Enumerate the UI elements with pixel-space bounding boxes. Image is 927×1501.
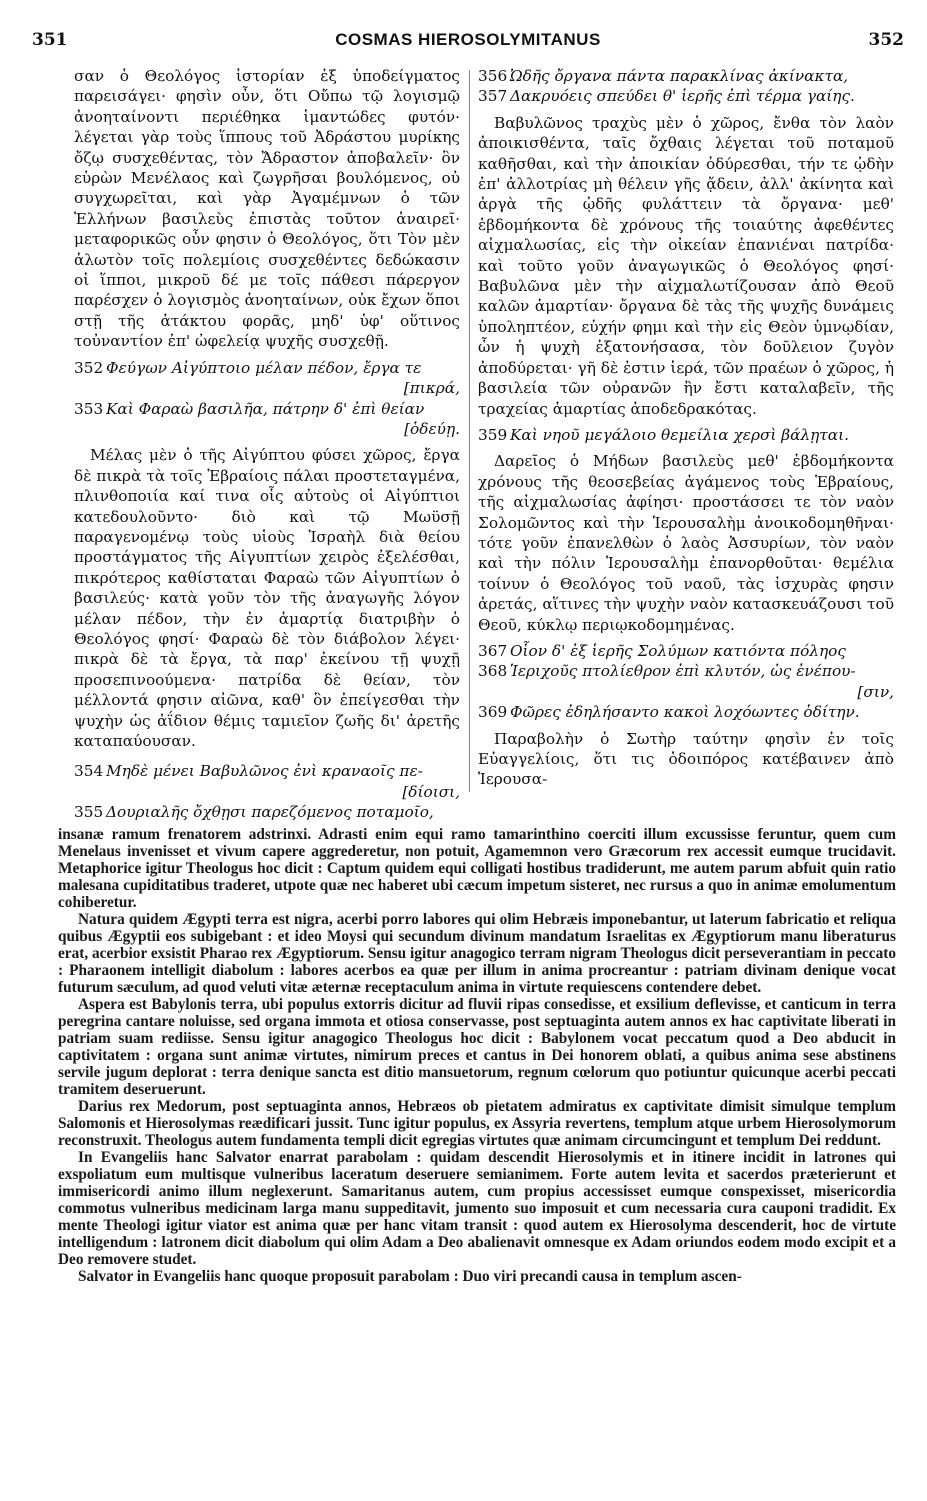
verse-number: 355 — [74, 803, 104, 822]
verse-352 — [74, 358, 460, 399]
latin-paragraph: Natura quidem Ægypti terra est nigra, acerbi porro labores qui olim Hebræis imponebantur, ut laterum fabricatio et reliqua quibus Ægyptii eos subigebant : et ideo Moysi qui secundum divinum mandatum Israelitas ex Ægyptiorum manu liberaturus erat, acerbior exsistit Pharao rex Ægyptiorum. Sensu igitur anagogico terram nigram Theologus dicit perseverantiam in peccato : Pharaonem intelligit diabolum : labores acerbos ea quæ per illum in anima procreantur : patriam divinam denique vocat futurum sæculum, ad quod veluti vitæ æternæ receptaculum anima in virtute requiescens contendere debet. — [58, 911, 896, 996]
verse-357 — [478, 86, 894, 106]
running-title: COSMAS HIEROSOLYMITANUS — [335, 30, 601, 49]
latin-paragraph: Salvator in Evangeliis hanc quoque proposuit parabolam : Duo viri precandi causa in templum ascen- — [78, 1268, 742, 1285]
verse-368 — [478, 661, 894, 702]
verse-number: 367 — [478, 641, 508, 660]
verse-text: Ὠδῆς ὄργανα πάντα παρακλίνας ἀκίνακτα, — [510, 67, 849, 85]
verse-number: 352 — [74, 358, 104, 377]
verse-text: Ἱεριχοῦς πτολίεθρον ἐπὶ κλυτόν, ὡς ἐνέπου- — [510, 662, 856, 681]
verse-number: 369 — [478, 703, 508, 722]
page-number-left: 351 — [32, 30, 68, 50]
greek-column-right — [478, 66, 894, 790]
verse-356 — [478, 66, 894, 86]
commentary-paragraph: Βαβυλῶνος τραχὺς μὲν ὁ χῶρος, ἔνθα τὸν λαὸν ἀποικισθέντα, ταῖς ὄχθαις λέγεται τοῦ ποταμοῦ καθῆσθαι, καὶ τὴν ἀποικίαν ὀδύρεσθαι, τήν τε ᾠδὴν ἐπ' ἀλλοτρίας μὴ θέλειν γῆς ᾄδειν, ἀλλ' ἀκίνητα καὶ ἀργὰ τῆς ᾠδῆς φυλάττειν τὰ ὄργανα· μεθ' ἑβδομήκοντα δὲ χρόνους τῆς τοιαύτης ἀφεθέντες αἰχμαλωσίας, εἰς τὴν οἰκείαν ἐπανιέναι πατρίδα· καὶ τοῦτο γοῦν ἀναγωγικῶς ὁ Θεολόγος φησί· Βαβυλῶνα μὲν τὴν αἰχμαλωτίζουσαν ἀπὸ Θεοῦ καλῶν ἁμαρτίαν· ὄργανα δὲ τὰς τῆς ψυχῆς δυνάμεις ὑποληπτέον, εὐχήν φημι καὶ τὴν εἰς Θεὸν ὑμνῳδίαν, ὧν ἡ ψυχὴ ἐξατονήσασα, τὸν δοῦλειον ζυγὸν ἀποδύρεται· γῆ δὲ ἐστιν ἱερά, τῶν πραέων ὁ χῶρος, ἡ βασιλεία τῶν οὐρανῶν ἣν ἔστι καταλαβεῖν, τῆς τραχείας ἁμαρτίας ἀποδεδρακότας. — [478, 113, 894, 418]
verse-continuation: [σιν, — [857, 682, 894, 701]
verse-text: Δακρυόεις σπεύδει θ' ἱερῆς ἐπὶ τέρμα γαίης. — [510, 87, 855, 106]
verse-369 — [478, 702, 894, 722]
verse-text: Φεύγων Αἰγύπτοιο μέλαν πέδον, ἔργα τε — [106, 358, 422, 377]
verse-continuation: [πικρά, — [403, 379, 460, 398]
verse-number: 357 — [478, 87, 508, 106]
verse-continuation: [ὁδεύῃ. — [404, 419, 460, 438]
verse-text: Καὶ νηοῦ μεγάλοιο θεμείλια χερσὶ βάλῃται. — [510, 425, 849, 444]
verse-number: 356 — [478, 67, 508, 85]
commentary-paragraph: Δαρεῖος ὁ Μήδων βασιλεὺς μεθ' ἑβδομήκοντα χρόνους τῆς θεοσεβείας ἀγάμενος τοὺς Ἑβραίους, τῆς αἰχμαλωσίας ἀφίησι· προστάσσει τε τὸν ναὸν Σολομῶντος καὶ τὴν Ἱερουσαλὴμ ἀνοικοδομηθῆναι· τότε γοῦν ἐπανελθὼν ὁ λαὸς Ἀσσυρίων, τὸν ναὸν καὶ τὴν πόλιν Ἱερουσαλὴμ ἐπανορθοῦται· θεμέλια τοίνυν ὁ Θεολόγος τοῦ ναοῦ, τὰς ἰσχυρὰς φησιν ἀρετάς, αἵτινες τὴν ψυχὴν ναὸν κατασκευάζουσι τοῦ Θεοῦ, κύκλῳ περιῳκοδομημένας. — [478, 452, 894, 634]
latin-paragraph: Aspera est Babylonis terra, ubi populus extorris dicitur ad fluvii ripas consedisse, et exsilium deflevisse, et canticum in terra peregrina cantare noluisse, sed organa immota et otiosa conservasse, post septuaginta autem annos ex hac captivitate liberati in patriam suam rediisse. Sensu igitur anagogico Theologus hoc dicit : Babylonem vocat peccatum quod a Deo abducit in captivitatem : organa sunt animæ virtutes, nimirum preces et cantus in Dei honorem oblati, a quibus anima sese abstinens servile jugum deplorat : terra denique sancta est ditio mansuetorum, regnum cœlorum quo potiuntur quicunque acerbi peccati tramitem deseruerunt. — [58, 996, 896, 1098]
verse-number: 359 — [478, 425, 508, 444]
latin-paragraph: In Evangeliis hanc Salvator enarrat parabolam : quidam descendit Hierosolymis et in itinere incidit in latrones qui exspoliatum eum multisque vulneribus laceratum deseruere semianimem. Forte autem levita et sacerdos præterierunt et immisericordi animo illum neglexerunt. Samaritanus autem, cum propius accessisset eumque conspexisset, misericordia commotus vulneribus medicinam larga manu suppeditavit, jumento suo imposuit et cum necessaria cura cauponi tradidit. Ex mente Theologi igitur viator est anima quæ per hanc vitam transit : quod autem ex Hierosolyma descenderit, hoc de virtute intelligendum : latronem dicit diabolum qui olim Adam a Deo abalienavit omnesque ex Adam oriundos eodem modo excipit et a Deo removere studet. — [58, 1149, 896, 1268]
latin-paragraph: insanæ ramum frenatorem adstrinxi. Adrasti enim equi ramo tamarinthino coerciti illum excussisse feruntur, quem cum Menelaus invenisset et vivum capere aggrederetur, non potuit, Agamemnon vero Græcorum rex accessit eumque trucidavit. Metaphorice igitur Theologus hoc dicit : Captum quidem equi colligati hostibus tradiderunt, me autem parum abfuit quin ratio malesana cupiditatibus traderet, utpote quæ nec haberet ubi cæcum impetum sisteret, nec rursus a quo in animæ emolumentum cohiberetur. — [58, 826, 896, 911]
verse-text: Μηδὲ μένει Βαβυλῶνος ἐνὶ κραναοῖς πε- — [106, 762, 423, 781]
commentary-paragraph: σαν ὁ Θεολόγος ἱστορίαν ἐξ ὑποδείγματος παρεισάγει· φησὶν οὖν, ὅτι Οὔπω τῷ λογισμῷ ἀνοηταίνοντι περιέθηκα ἱμαντώδες φυτόν· λέγεται γὰρ τοὺς ἵππους τοῦ Ἀδράστου μυρίκης ὄζῳ συσχεθέντας, τὸν Ἄδραστον ἀποβαλεῖν· ὃν εὑρὼν Μενέλαος καὶ ζωγρῆσαι βουλόμενος, οὐ συγχωρεῖται, καὶ γὰρ Ἀγαμέμνων ὁ τῶν Ἑλλήνων βασιλεὺς ἐπιστὰς τοῦτον ἀναιρεῖ· μεταφορικῶς οὖν φησιν ὁ Θεολόγος, ὅτι Τὸν μὲν ἁλωτὸν τοῖς πολεμίοις συσχεθέντες δεδώκασιν οἱ ἵπποι, μικροῦ δέ με τοῖς πάθεσι πάρεργον παρέσχεν ὁ λογισμὸς ἀνοηταίνων, οὐκ ἔχων ὅποι στῇ τῆς ἀτάκτου φορᾶς, μηδ' ὑφ' οὕτινος τοὐναντίον ἐπ' ὠφελείᾳ ψυχῆς συσχεθῇ. — [74, 67, 460, 351]
verse-number: 368 — [478, 662, 508, 681]
verse-354 — [74, 761, 460, 802]
verse-number: 353 — [74, 399, 104, 418]
page-number-right: 352 — [868, 30, 904, 50]
verse-355 — [74, 802, 460, 822]
verse-367 — [478, 641, 894, 661]
verse-text: Καὶ Φαραὼ βασιλῆα, πάτρην δ' ἐπὶ θείαν — [106, 399, 425, 418]
verse-text: Οἷον δ' ἐξ ἱερῆς Σολύμων κατιόντα πόληος — [510, 641, 846, 660]
latin-paragraph: Darius rex Medorum, post septuaginta annos, Hebræos ob pietatem admiratus ex captivitate dimisit simulque templum Salomonis et Hierosolymas reædificari jussit. Tunc igitur populus, ex Assyria revertens, templum atque urbem Hierosolymorum reconstruxit. Theologus autem fundamenta templi dicit egregias virtutes quæ animam circumcingunt et templum Dei reddunt. — [58, 1098, 896, 1149]
verse-359 — [478, 425, 894, 445]
latin-translation — [58, 826, 896, 1285]
verse-number: 354 — [74, 762, 104, 781]
commentary-paragraph: Μέλας μὲν ὁ τῆς Αἰγύπτου φύσει χῶρος, ἔργα δὲ πικρὰ τὰ τοῖς Ἑβραίοις πάλαι προστεταγμένα, πλινθοποιία καί τινα οἷς αὐτοὺς οἱ Αἰγύπτιοι κατεδουλοῦντο· διὸ καὶ τῷ Μωϋσῇ παραγενομένῳ τοὺς υἱοὺς Ἰσραὴλ διὰ θείου προστάγματος τῆς Αἰγυπτίων χειρὸς ἐξελέσθαι, πικρότερος καθίσταται Φαραὼ τῶν Αἰγυπτίων ὁ βασιλεύς· κατὰ γοῦν τὸν τῆς ἀναγωγῆς λόγον μέλαν πέδον, τὴν ἐν ἁμαρτίᾳ διατριβὴν ὁ Θεολόγος φησί· Φαραὼ δὲ τὸν διάβολον λέγει· πικρὰ δὲ τὰ ἔργα, τὰ παρ' ἐκείνου τῇ ψυχῇ προσεπινοούμενα· πατρίδα δὲ θείαν, τὸν μέλλοντά φησιν αἰῶνα, καθ' ὃν ἐπείγεσθαι τὴν ψυχὴν ὡς ἀΐδιον θέμις ταμιεῖον ζωῆς δι' ἀρετῆς καταπαύουσαν. — [74, 446, 460, 750]
verse-text: Φῶρες ἐδηλήσαντο κακοὶ λοχόωντες ὁδίτην. — [510, 703, 860, 722]
verse-continuation: [δίοισι, — [402, 782, 460, 801]
verse-353 — [74, 399, 460, 440]
running-header — [32, 30, 904, 56]
verse-text: Δουριαλῆς ὄχθῃσι παρεζόμενος ποταμοῖο, — [106, 803, 434, 822]
commentary-paragraph: Παραβολὴν ὁ Σωτὴρ ταύτην φησὶν ἐν τοῖς Εὐαγγελίοις, ὅτι τις ὁδοιπόρος κατέβαινεν ἀπὸ Ἱερουσα- — [478, 729, 894, 789]
column-divider — [469, 70, 470, 792]
greek-column-left — [74, 66, 460, 823]
